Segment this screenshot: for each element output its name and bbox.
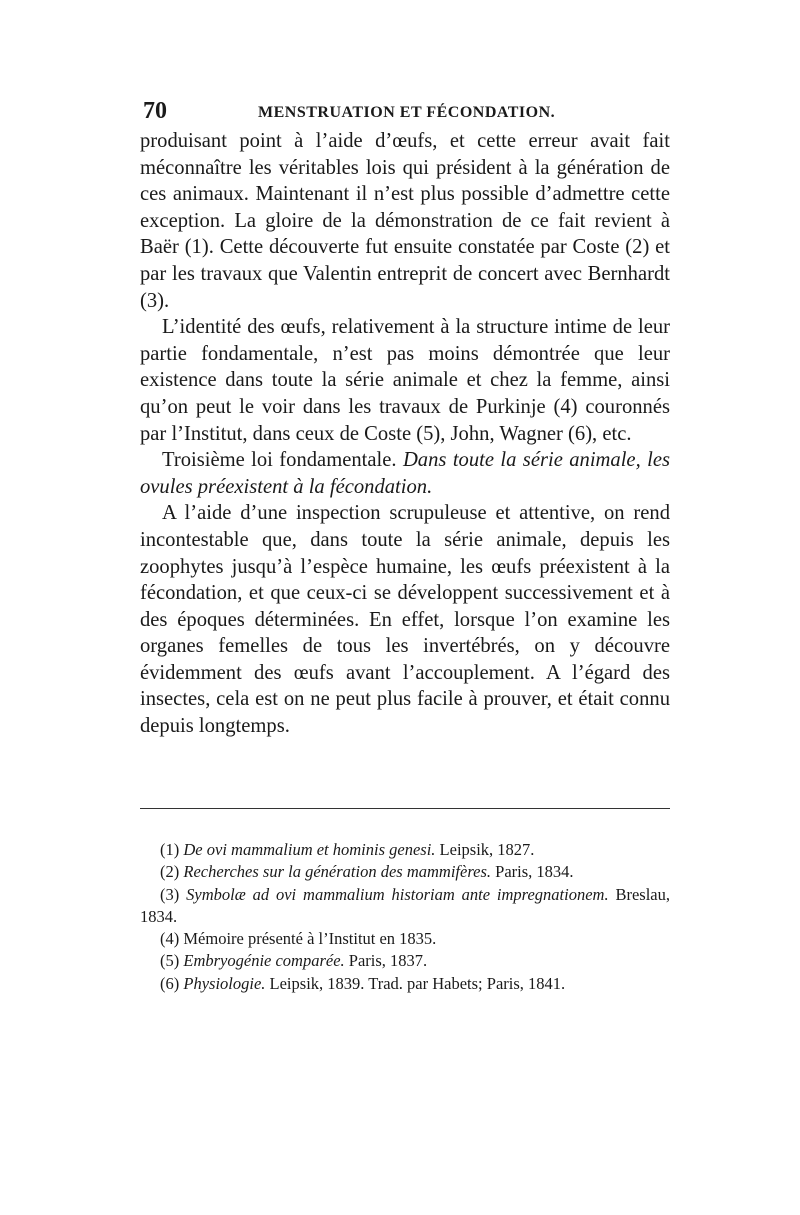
paragraph-1: produisant point à l’aide d’œufs, et cette erreur avait fait méconnaître les véritables lois qui président à la génération de ces animaux. Maintenant il n’est plus possible d’admettre cette exception. La gloire de la démonstration de ce fait revient à Baër (1). Cette découverte fut ensuite constatée par Coste (2) et par les travaux que Valentin entreprit de concert avec Bernhardt (3).: [140, 130, 670, 312]
law-statement: Dans toute la série animale, les ovules préexistent à la fécondation.: [140, 449, 670, 498]
footnote-6: [140, 973, 670, 995]
footnote-detail: Mémoire présenté à l’Institut en 1835.: [179, 929, 437, 949]
body-text: [140, 128, 670, 740]
paragraph-4: A l’aide d’une inspection scrupuleuse et attentive, on rend incontestable que, dans toute la série animale, depuis les zoophytes jusqu’à l’espèce humaine, les œufs préexistent à la fécondation, et que ceux-ci se développent successivement et à des époques déterminées. En effet, lorsque l’on examine les organes femelles de tous les invertébrés, on y découvre évidemment des œufs avant l’accouplement. A l’égard des insectes, cela est on ne peut plus facile à prouver, et était connu depuis longtemps.: [140, 502, 670, 738]
footnote-number: (2): [160, 862, 180, 882]
footnote-2: [140, 861, 670, 883]
law-heading: Troisième loi fondamentale.: [162, 449, 397, 472]
footnote-number: (5): [160, 951, 180, 971]
footnote-number: (3): [160, 884, 180, 904]
footnote-detail: Paris, 1837.: [344, 951, 428, 971]
footnote-5: [140, 950, 670, 972]
footnote-4: [140, 928, 670, 950]
paragraph-3: [140, 447, 670, 500]
footnote-title: Symbolæ ad ovi mammalium historiam ante impregnationem.: [186, 884, 609, 904]
footnotes: [140, 839, 670, 995]
footnote-number: (4): [160, 929, 180, 949]
footnote-title: Recherches sur la génération des mammifères.: [183, 862, 492, 882]
footnote-title: De ovi mammalium et hominis genesi.: [183, 840, 436, 859]
footnote-detail: Paris, 1834.: [491, 862, 574, 882]
footnote-1: [140, 839, 670, 861]
footnote-detail: Leipsik, 1839. Trad. par Habets; Paris, 1841.: [265, 973, 566, 993]
footnote-detail: Leipsik, 1827.: [435, 840, 535, 859]
footnote-number: (6): [160, 973, 180, 993]
page-number: 70: [143, 98, 167, 124]
footnote-number: (1): [160, 840, 180, 859]
page-header: [143, 98, 670, 128]
footnote-title: Embryogénie comparée.: [183, 951, 345, 971]
footnote-detail: Breslau, 1834.: [140, 884, 671, 926]
footnote-title: Physiologie.: [183, 973, 266, 993]
running-title: MENSTRUATION ET FÉCONDATION.: [258, 104, 556, 121]
footnote-divider: [140, 808, 670, 809]
footnote-3: [140, 884, 670, 929]
paragraph-2: L’identité des œufs, relativement à la structure intime de leur partie fondamentale, n’est pas moins démontrée que leur existence dans toute la série animale et chez la femme, ainsi qu’on peut le voir dans les travaux de Purkinje (4) couronnés par l’Institut, dans ceux de Coste (5), John, Wagner (6), etc.: [140, 316, 670, 445]
